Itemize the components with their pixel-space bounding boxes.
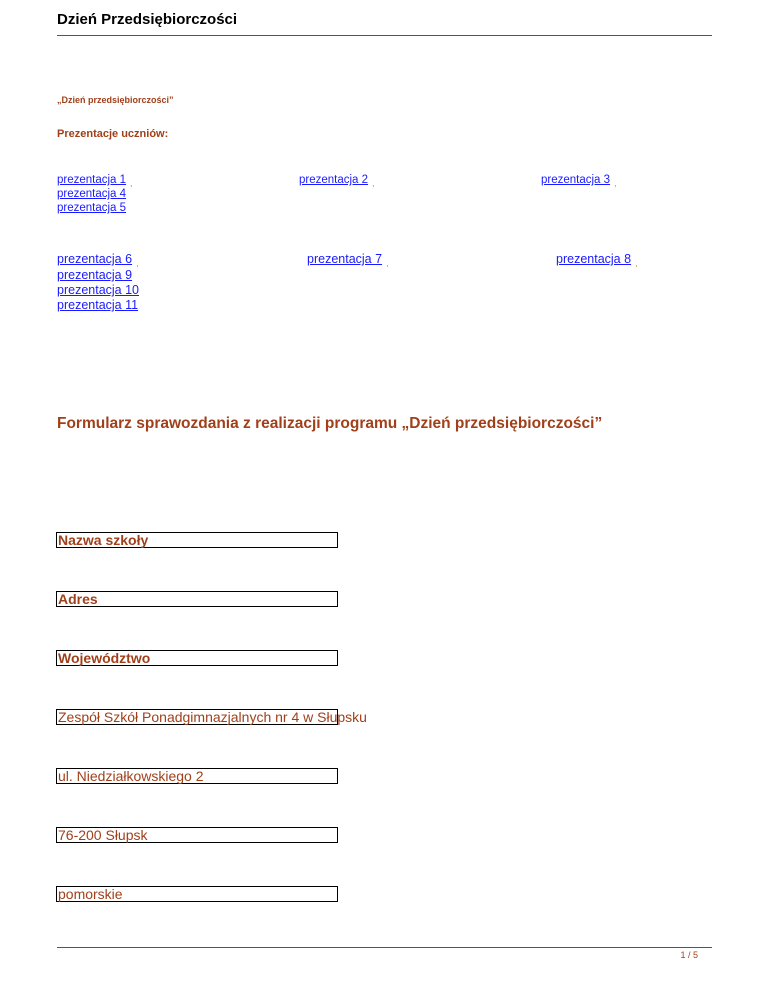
separator: , bbox=[614, 178, 617, 188]
value-postal-city: 76-200 Słupsk bbox=[56, 827, 338, 843]
presentation-link-8[interactable]: prezentacja 8 bbox=[556, 252, 632, 266]
label-school-name: Nazwa szkoły bbox=[56, 532, 338, 548]
separator: , bbox=[136, 258, 139, 268]
value-street: ul. Niedziałkowskiego 2 bbox=[56, 768, 338, 784]
presentation-link-2[interactable]: prezentacja 2 bbox=[299, 174, 369, 186]
presentations-group-2-col-2 bbox=[307, 252, 389, 268]
presentation-link-5[interactable]: prezentacja 5 bbox=[57, 202, 127, 214]
presentations-group-2-col-1 bbox=[57, 252, 139, 313]
separator: , bbox=[130, 178, 133, 188]
presentation-link-7[interactable]: prezentacja 7 bbox=[307, 252, 383, 266]
value-voivodeship: pomorskie bbox=[56, 886, 338, 902]
presentation-link-1[interactable]: prezentacja 1 bbox=[57, 174, 127, 186]
header-divider bbox=[57, 35, 712, 36]
presentation-link-10[interactable]: prezentacja 10 bbox=[57, 283, 140, 297]
presentation-link-9[interactable]: prezentacja 9 bbox=[57, 268, 133, 282]
presentations-group-1-col-2 bbox=[299, 173, 375, 187]
presentations-group-2-col-3 bbox=[556, 252, 638, 268]
presentations-group-1-col-3 bbox=[541, 173, 617, 187]
presentation-link-11[interactable]: prezentacja 11 bbox=[57, 298, 139, 312]
page-number: 1 / 5 bbox=[680, 950, 698, 960]
section-subtitle: „Dzień przedsiębiorczości” bbox=[57, 95, 174, 105]
footer-divider bbox=[57, 947, 712, 948]
form-title: Formularz sprawozdania z realizacji programu „Dzień przedsiębiorczości” bbox=[57, 415, 603, 432]
presentations-group-1-col-1 bbox=[57, 173, 133, 215]
label-address: Adres bbox=[56, 591, 338, 607]
value-school-name: Zespół Szkół Ponadgimnazjalnych nr 4 w Słupsku bbox=[58, 709, 367, 725]
separator: , bbox=[372, 178, 375, 188]
separator: , bbox=[635, 258, 638, 268]
presentation-link-3[interactable]: prezentacja 3 bbox=[541, 174, 611, 186]
separator: , bbox=[386, 258, 389, 268]
presentations-heading: Prezentacje uczniów: bbox=[57, 128, 169, 140]
presentation-link-6[interactable]: prezentacja 6 bbox=[57, 252, 133, 266]
label-voivodeship: Województwo bbox=[56, 650, 338, 666]
document-header-title: Dzień Przedsiębiorczości bbox=[57, 11, 238, 28]
presentation-link-4[interactable]: prezentacja 4 bbox=[57, 188, 127, 200]
